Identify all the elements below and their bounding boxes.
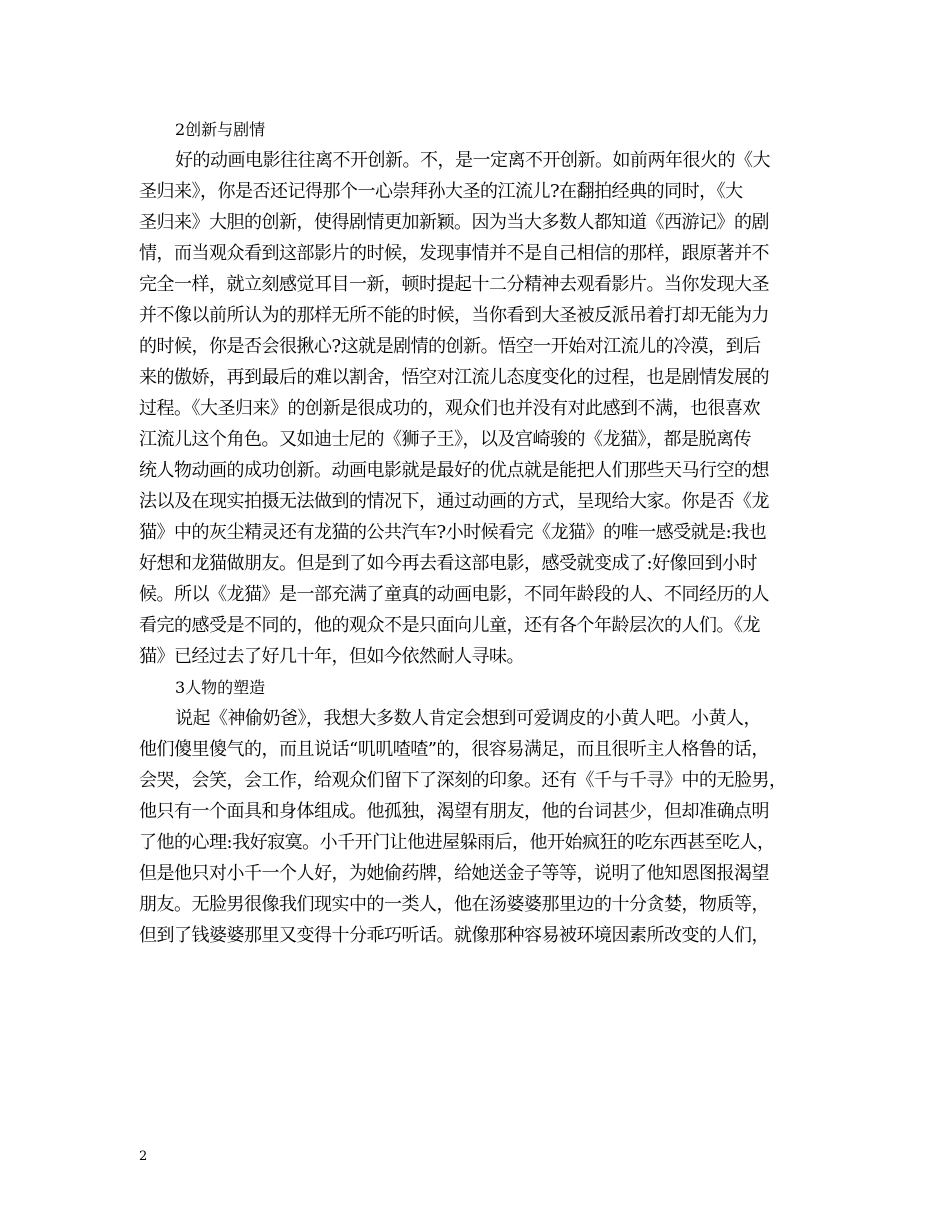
text-line: 统人物动画的成功创新。动画电影就是最好的优点就是能把人们那些天马行空的想 [139,460,769,481]
text-line: 的时候，你是否会很揪心?这就是剧情的创新。悟空一开始对江流儿的冷漠，到后 [139,336,761,357]
section-heading-innovation: 2创新与剧情 [175,120,266,139]
text-line: 候。所以《龙猫》是一部充满了童真的动画电影，不同年龄段的人、不同经历的人 [139,584,769,605]
section-body-innovation [139,145,825,672]
text-line: 会哭，会笑，会工作，给观众们留下了深刻的印象。还有《千与千寻》中的无脸男， [139,770,787,791]
text-line: 过程。《大圣归来》的创新是很成功的，观众们也并没有对此感到不满，也很喜欢 [139,398,760,419]
text-line: 说起《神偷奶爸》，我想大多数人肯定会想到可爱调皮的小黄人吧。小黄人， [175,708,761,729]
text-line: 但是他只对小千一个人好，为她偷药牌，给她送金子等等，说明了他知恩图报渴望 [139,863,769,884]
text-line: 圣归来》大胆的创新，使得剧情更加新颖。因为当大多数人都知道《西游记》的剧 [139,212,769,233]
section-body-characters [139,703,825,951]
text-line: 并不像以前所认为的那样无所不能的时候，当你看到大圣被反派吊着打却无能为力 [139,305,769,326]
text-line: 看完的感受是不同的，他的观众不是只面向儿童，还有各个年龄层次的人们。《龙 [139,615,760,636]
text-line: 情，而当观众看到这部影片的时候，发现事情并不是自己相信的那样，跟原著并不 [139,243,769,264]
text-line: 朋友。无脸男很像我们现实中的一类人，他在汤婆婆那里边的十分贪婪，物质等， [139,894,769,915]
page-body [139,114,825,951]
text-line: 猫》中的灰尘精灵还有龙猫的公共汽车?小时候看完《龙猫》的唯一感受就是:我也 [139,522,767,543]
text-line: 圣归来》，你是否还记得那个一心崇拜孙大圣的江流儿?在翻拍经典的同时，《大 [139,181,743,202]
text-line: 好的动画电影往往离不开创新。不，是一定离不开创新。如前两年很火的《大 [175,150,770,171]
section-heading-characters: 3人物的塑造 [175,678,266,697]
page-number: 2 [139,1149,148,1164]
text-line: 他们傻里傻气的，而且说话“叽叽喳喳”的，很容易满足，而且很听主人格鲁的话， [139,739,769,760]
text-line: 猫》已经过去了好几十年，但如今依然耐人寻味。 [139,646,524,667]
text-line: 但到了钱婆婆那里又变得十分乖巧听话。就像那种容易被环境因素所改变的人们， [139,925,769,946]
text-line: 来的傲娇，再到最后的难以割舍，悟空对江流儿态度变化的过程，也是剧情发展的 [139,367,769,388]
text-line: 他只有一个面具和身体组成。他孤独，渴望有朋友，他的台词甚少，但却准确点明 [139,801,769,822]
text-line: 好想和龙猫做朋友。但是到了如今再去看这部电影，感受就变成了:好像回到小时 [139,553,758,574]
text-line: 江流儿这个角色。又如迪士尼的《狮子王》，以及宫崎骏的《龙猫》，都是脱离传 [139,429,751,450]
text-line: 法以及在现实拍摄无法做到的情况下，通过动画的方式，呈现给大家。你是否《龙 [139,491,769,512]
text-line: 完全一样，就立刻感觉耳目一新，顿时提起十二分精神去观看影片。当你发现大圣 [139,274,769,295]
text-line: 了他的心理:我好寂寞。小千开门让他进屋躲雨后，他开始疯狂的吃东西甚至吃人， [139,832,775,853]
